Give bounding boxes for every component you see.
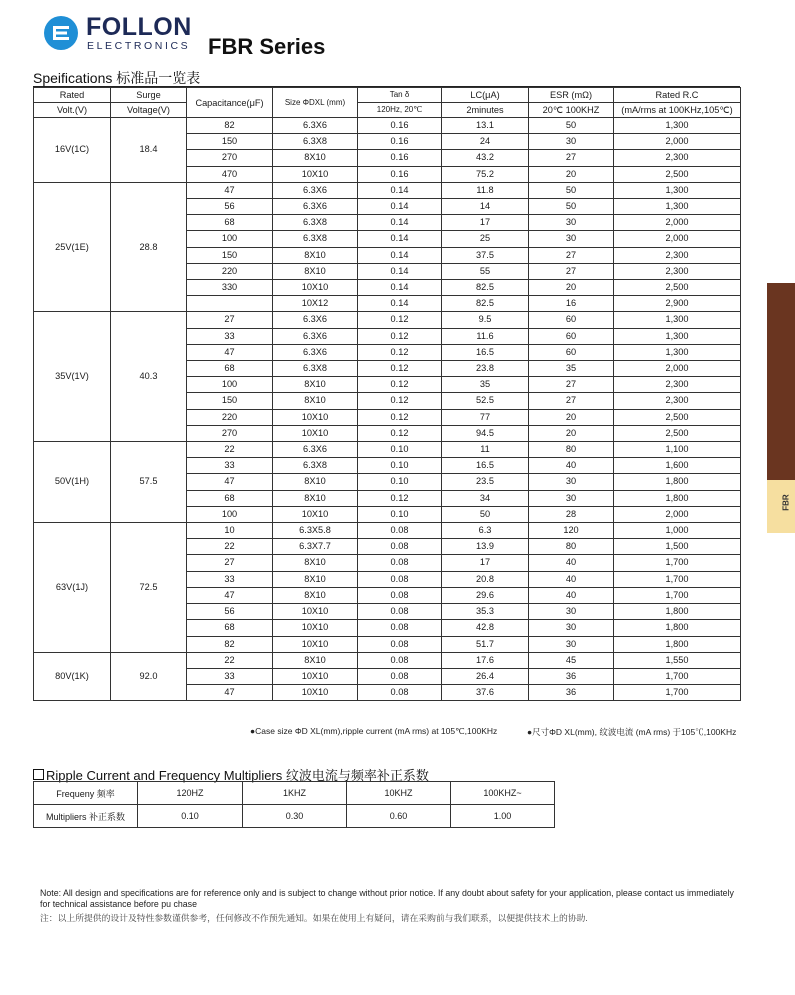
- size-cell: 6.3X8: [273, 215, 358, 231]
- rated-rc-cell: 1,300: [614, 118, 741, 134]
- size-cell: 8X10: [273, 490, 358, 506]
- esr-cell: 36: [529, 685, 614, 701]
- rated-rc-cell: 2,300: [614, 247, 741, 263]
- capacitance-cell: 56: [187, 604, 273, 620]
- lc-cell: 17: [442, 215, 529, 231]
- capacitance-cell: 220: [187, 263, 273, 279]
- table-row: [34, 182, 741, 198]
- tan-cell: 0.14: [358, 247, 442, 263]
- size-cell: 6.3X6: [273, 312, 358, 328]
- esr-cell: 40: [529, 571, 614, 587]
- rated-rc-cell: 1,300: [614, 199, 741, 215]
- tan-cell: 0.14: [358, 280, 442, 296]
- tan-cell: 0.08: [358, 539, 442, 555]
- ripple-title-text: Ripple Current and Frequency Multipliers 纹波电流与频率补正系数: [46, 768, 429, 783]
- size-cell: 10X10: [273, 685, 358, 701]
- tan-cell: 0.16: [358, 150, 442, 166]
- size-cell: 8X10: [273, 393, 358, 409]
- rated-volt-cell: 80V(1K): [34, 652, 111, 701]
- capacitance-cell: 82: [187, 636, 273, 652]
- rated-rc-cell: 1,300: [614, 312, 741, 328]
- ripple-cell: Frequeny 频率: [34, 782, 138, 805]
- tan-cell: 0.08: [358, 523, 442, 539]
- lc-cell: 50: [442, 506, 529, 522]
- surge-voltage-cell: 72.5: [111, 523, 187, 653]
- lc-cell: 94.5: [442, 425, 529, 441]
- size-cell: 8X10: [273, 150, 358, 166]
- header-tan: Tan δ: [358, 88, 442, 103]
- esr-cell: 80: [529, 539, 614, 555]
- lc-cell: 26.4: [442, 668, 529, 684]
- rated-rc-cell: 1,700: [614, 571, 741, 587]
- lc-cell: 16.5: [442, 458, 529, 474]
- size-cell: 8X10: [273, 571, 358, 587]
- capacitance-cell: 47: [187, 474, 273, 490]
- header-volt: Volt.(V): [34, 103, 111, 118]
- tan-cell: 0.14: [358, 199, 442, 215]
- surge-voltage-cell: 18.4: [111, 118, 187, 183]
- header-voltage: Voltage(V): [111, 103, 187, 118]
- rated-rc-cell: 1,500: [614, 539, 741, 555]
- checkbox-square-icon: [33, 769, 44, 780]
- size-cell: 8X10: [273, 263, 358, 279]
- rated-rc-cell: 1,600: [614, 458, 741, 474]
- rated-rc-cell: 1,300: [614, 182, 741, 198]
- rated-rc-cell: 2,500: [614, 166, 741, 182]
- side-tab-brown: [767, 283, 795, 480]
- esr-cell: 27: [529, 247, 614, 263]
- size-cell: 6.3X6: [273, 344, 358, 360]
- esr-cell: 60: [529, 328, 614, 344]
- tan-cell: 0.08: [358, 652, 442, 668]
- header-ratedrc-sub: (mA/rms at 100KHz,105℃): [614, 103, 741, 118]
- rated-rc-cell: 2,300: [614, 263, 741, 279]
- rated-rc-cell: 1,700: [614, 587, 741, 603]
- rated-rc-cell: 1,300: [614, 344, 741, 360]
- lc-cell: 9.5: [442, 312, 529, 328]
- esr-cell: 28: [529, 506, 614, 522]
- esr-cell: 30: [529, 134, 614, 150]
- lc-cell: 17.6: [442, 652, 529, 668]
- lc-cell: 82.5: [442, 296, 529, 312]
- tan-cell: 0.08: [358, 571, 442, 587]
- rated-rc-cell: 1,000: [614, 523, 741, 539]
- header-lc-sub: 2minutes: [442, 103, 529, 118]
- tan-cell: 0.12: [358, 409, 442, 425]
- lc-cell: 20.8: [442, 571, 529, 587]
- lc-cell: 51.7: [442, 636, 529, 652]
- lc-cell: 23.5: [442, 474, 529, 490]
- capacitance-cell: 150: [187, 134, 273, 150]
- ripple-cell: 1.00: [451, 805, 555, 828]
- lc-cell: 17: [442, 555, 529, 571]
- ripple-cell: Multipliers 补正系数: [34, 805, 138, 828]
- size-cell: 10X10: [273, 166, 358, 182]
- rated-rc-cell: 2,500: [614, 425, 741, 441]
- rated-rc-cell: 2,000: [614, 506, 741, 522]
- lc-cell: 82.5: [442, 280, 529, 296]
- lc-cell: 37.5: [442, 247, 529, 263]
- capacitance-cell: 100: [187, 506, 273, 522]
- size-cell: 10X10: [273, 620, 358, 636]
- capacitance-cell: 22: [187, 539, 273, 555]
- tan-cell: 0.08: [358, 668, 442, 684]
- size-cell: 10X10: [273, 668, 358, 684]
- capacitance-cell: [187, 296, 273, 312]
- lc-cell: 43.2: [442, 150, 529, 166]
- ripple-table: [33, 781, 555, 828]
- header-size: Size ΦDXL (mm): [273, 88, 358, 118]
- capacitance-cell: 22: [187, 442, 273, 458]
- lc-cell: 75.2: [442, 166, 529, 182]
- esr-cell: 40: [529, 587, 614, 603]
- header-esr-sub: 20℃ 100KHZ: [529, 103, 614, 118]
- header-esr: ESR (mΩ): [529, 88, 614, 103]
- rated-rc-cell: 2,500: [614, 280, 741, 296]
- tan-cell: 0.08: [358, 620, 442, 636]
- capacitance-cell: 47: [187, 685, 273, 701]
- size-cell: 10X12: [273, 296, 358, 312]
- capacitance-cell: 82: [187, 118, 273, 134]
- tan-cell: 0.14: [358, 182, 442, 198]
- spec-table: [33, 87, 741, 701]
- case-note-cn: ●尺寸ΦD XL(mm), 纹波电流 (mA rms) 于105℃,100KHz: [527, 727, 737, 737]
- lc-cell: 29.6: [442, 587, 529, 603]
- tan-cell: 0.12: [358, 361, 442, 377]
- case-note-en: ●Case size ΦD XL(mm),ripple current (mA rms) at 105℃,100KHz: [250, 726, 498, 736]
- lc-cell: 11.6: [442, 328, 529, 344]
- rated-rc-cell: 1,800: [614, 604, 741, 620]
- table-row: [34, 523, 741, 539]
- lc-cell: 16.5: [442, 344, 529, 360]
- size-cell: 8X10: [273, 555, 358, 571]
- tan-cell: 0.12: [358, 328, 442, 344]
- esr-cell: 30: [529, 636, 614, 652]
- header-capacitance: Capacitance(μF): [187, 88, 273, 118]
- esr-cell: 50: [529, 118, 614, 134]
- lc-cell: 55: [442, 263, 529, 279]
- capacitance-cell: 33: [187, 571, 273, 587]
- esr-cell: 45: [529, 652, 614, 668]
- capacitance-cell: 27: [187, 555, 273, 571]
- size-cell: 6.3X6: [273, 182, 358, 198]
- capacitance-cell: 470: [187, 166, 273, 182]
- tan-cell: 0.10: [358, 458, 442, 474]
- esr-cell: 50: [529, 182, 614, 198]
- rated-rc-cell: 1,700: [614, 555, 741, 571]
- rated-volt-cell: 35V(1V): [34, 312, 111, 442]
- tan-cell: 0.08: [358, 685, 442, 701]
- size-cell: 10X10: [273, 636, 358, 652]
- tan-cell: 0.12: [358, 312, 442, 328]
- ripple-cell: 1KHZ: [243, 782, 347, 805]
- rated-rc-cell: 2,300: [614, 393, 741, 409]
- capacitance-cell: 150: [187, 247, 273, 263]
- size-cell: 10X10: [273, 280, 358, 296]
- rated-rc-cell: 2,300: [614, 150, 741, 166]
- tan-cell: 0.16: [358, 118, 442, 134]
- lc-cell: 24: [442, 134, 529, 150]
- header-lc: LC(μA): [442, 88, 529, 103]
- lc-cell: 42.8: [442, 620, 529, 636]
- ripple-cell: 120HZ: [138, 782, 243, 805]
- tan-cell: 0.08: [358, 555, 442, 571]
- capacitance-cell: 27: [187, 312, 273, 328]
- surge-voltage-cell: 57.5: [111, 442, 187, 523]
- surge-voltage-cell: 92.0: [111, 652, 187, 701]
- tan-cell: 0.14: [358, 231, 442, 247]
- tan-cell: 0.12: [358, 344, 442, 360]
- capacitance-cell: 330: [187, 280, 273, 296]
- capacitance-cell: 22: [187, 652, 273, 668]
- capacitance-cell: 33: [187, 458, 273, 474]
- lc-cell: 35.3: [442, 604, 529, 620]
- size-cell: 6.3X6: [273, 118, 358, 134]
- size-cell: 6.3X8: [273, 134, 358, 150]
- rated-rc-cell: 2,000: [614, 215, 741, 231]
- rated-rc-cell: 2,300: [614, 377, 741, 393]
- rated-rc-cell: 1,100: [614, 442, 741, 458]
- ripple-cell: 0.10: [138, 805, 243, 828]
- tan-cell: 0.16: [358, 134, 442, 150]
- esr-cell: 60: [529, 344, 614, 360]
- size-cell: 8X10: [273, 377, 358, 393]
- capacitance-cell: 270: [187, 425, 273, 441]
- rated-volt-cell: 63V(1J): [34, 523, 111, 653]
- lc-cell: 23.8: [442, 361, 529, 377]
- esr-cell: 20: [529, 280, 614, 296]
- rated-rc-cell: 2,000: [614, 361, 741, 377]
- rated-rc-cell: 2,000: [614, 134, 741, 150]
- lc-cell: 6.3: [442, 523, 529, 539]
- tan-cell: 0.16: [358, 166, 442, 182]
- size-cell: 8X10: [273, 474, 358, 490]
- tan-cell: 0.14: [358, 296, 442, 312]
- capacitance-cell: 47: [187, 344, 273, 360]
- rated-rc-cell: 1,800: [614, 636, 741, 652]
- esr-cell: 30: [529, 474, 614, 490]
- table-row: [34, 442, 741, 458]
- esr-cell: 27: [529, 150, 614, 166]
- rated-volt-cell: 25V(1E): [34, 182, 111, 312]
- lc-cell: 52.5: [442, 393, 529, 409]
- lc-cell: 77: [442, 409, 529, 425]
- capacitance-cell: 47: [187, 587, 273, 603]
- esr-cell: 30: [529, 231, 614, 247]
- size-cell: 6.3X8: [273, 231, 358, 247]
- capacitance-cell: 68: [187, 215, 273, 231]
- capacitance-cell: 68: [187, 620, 273, 636]
- header-tan-sub: 120Hz, 20℃: [358, 103, 442, 118]
- lc-cell: 11: [442, 442, 529, 458]
- header-ratedrc: Rated R.C: [614, 88, 741, 103]
- rated-rc-cell: 1,550: [614, 652, 741, 668]
- tan-cell: 0.12: [358, 393, 442, 409]
- brand-name: FOLLON: [86, 13, 192, 41]
- footnote-english: Note: All design and specifications are for reference only and is subject to change without prior notice. If any doubt about safety for your application, please contact us immediately for technical assistance before pu chase: [40, 888, 734, 909]
- size-cell: 10X10: [273, 604, 358, 620]
- tan-cell: 0.12: [358, 377, 442, 393]
- size-cell: 6.3X7.7: [273, 539, 358, 555]
- rated-rc-cell: 1,700: [614, 685, 741, 701]
- tan-cell: 0.12: [358, 490, 442, 506]
- capacitance-cell: 33: [187, 668, 273, 684]
- size-cell: 10X10: [273, 506, 358, 522]
- size-cell: 6.3X8: [273, 361, 358, 377]
- capacitance-cell: 10: [187, 523, 273, 539]
- esr-cell: 36: [529, 668, 614, 684]
- size-cell: 8X10: [273, 587, 358, 603]
- spec-title: Speifications 标准品一览表: [33, 70, 201, 86]
- esr-cell: 16: [529, 296, 614, 312]
- series-title: FBR Series: [208, 34, 326, 59]
- rated-volt-cell: 16V(1C): [34, 118, 111, 183]
- capacitance-cell: 100: [187, 377, 273, 393]
- tan-cell: 0.10: [358, 442, 442, 458]
- lc-cell: 11.8: [442, 182, 529, 198]
- esr-cell: 35: [529, 361, 614, 377]
- capacitance-cell: 68: [187, 361, 273, 377]
- ripple-cell: 0.60: [347, 805, 451, 828]
- esr-cell: 30: [529, 490, 614, 506]
- esr-cell: 40: [529, 458, 614, 474]
- esr-cell: 80: [529, 442, 614, 458]
- rated-rc-cell: 2,500: [614, 409, 741, 425]
- header-rated: Rated: [34, 88, 111, 103]
- esr-cell: 20: [529, 166, 614, 182]
- capacitance-cell: 220: [187, 409, 273, 425]
- capacitance-cell: 150: [187, 393, 273, 409]
- esr-cell: 40: [529, 555, 614, 571]
- rated-rc-cell: 1,800: [614, 490, 741, 506]
- lc-cell: 13.1: [442, 118, 529, 134]
- size-cell: 6.3X6: [273, 328, 358, 344]
- tan-cell: 0.14: [358, 263, 442, 279]
- size-cell: 10X10: [273, 409, 358, 425]
- lc-cell: 13.9: [442, 539, 529, 555]
- lc-cell: 14: [442, 199, 529, 215]
- lc-cell: 37.6: [442, 685, 529, 701]
- ripple-cell: 100KHZ~: [451, 782, 555, 805]
- tan-cell: 0.08: [358, 604, 442, 620]
- surge-voltage-cell: 28.8: [111, 182, 187, 312]
- lc-cell: 25: [442, 231, 529, 247]
- capacitance-cell: 100: [187, 231, 273, 247]
- brand-subtitle: ELECTRONICS: [87, 40, 191, 52]
- lc-cell: 34: [442, 490, 529, 506]
- capacitance-cell: 56: [187, 199, 273, 215]
- tan-cell: 0.10: [358, 474, 442, 490]
- rated-rc-cell: 1,700: [614, 668, 741, 684]
- side-tab-label: FBR: [781, 494, 791, 511]
- esr-cell: 120: [529, 523, 614, 539]
- surge-voltage-cell: 40.3: [111, 312, 187, 442]
- brand-logo-icon: [52, 24, 70, 42]
- esr-cell: 30: [529, 604, 614, 620]
- size-cell: 6.3X6: [273, 442, 358, 458]
- header-surge: Surge: [111, 88, 187, 103]
- ripple-row-multipliers: [34, 805, 555, 828]
- rated-rc-cell: 1,800: [614, 620, 741, 636]
- esr-cell: 20: [529, 425, 614, 441]
- esr-cell: 50: [529, 199, 614, 215]
- esr-cell: 27: [529, 393, 614, 409]
- table-row: [34, 652, 741, 668]
- esr-cell: 30: [529, 215, 614, 231]
- size-cell: 6.3X6: [273, 199, 358, 215]
- size-cell: 8X10: [273, 652, 358, 668]
- rated-rc-cell: 2,900: [614, 296, 741, 312]
- size-cell: 8X10: [273, 247, 358, 263]
- capacitance-cell: 47: [187, 182, 273, 198]
- tan-cell: 0.08: [358, 636, 442, 652]
- ripple-cell: 0.30: [243, 805, 347, 828]
- rated-volt-cell: 50V(1H): [34, 442, 111, 523]
- ripple-row-frequency: [34, 782, 555, 805]
- esr-cell: 27: [529, 263, 614, 279]
- capacitance-cell: 68: [187, 490, 273, 506]
- capacitance-cell: 33: [187, 328, 273, 344]
- table-row: [34, 118, 741, 134]
- rated-rc-cell: 2,000: [614, 231, 741, 247]
- size-cell: 6.3X8: [273, 458, 358, 474]
- tan-cell: 0.10: [358, 506, 442, 522]
- esr-cell: 27: [529, 377, 614, 393]
- rated-rc-cell: 1,800: [614, 474, 741, 490]
- footnote-chinese: 注：以上所提供的设计及特性参数谨供参考，任何修改不作预先通知。如果在使用上有疑问，请在采购前与我们联系，以便提供技术上的协助.: [40, 913, 588, 923]
- size-cell: 6.3X5.8: [273, 523, 358, 539]
- rated-rc-cell: 1,300: [614, 328, 741, 344]
- ripple-cell: 10KHZ: [347, 782, 451, 805]
- tan-cell: 0.14: [358, 215, 442, 231]
- tan-cell: 0.08: [358, 587, 442, 603]
- tan-cell: 0.12: [358, 425, 442, 441]
- esr-cell: 60: [529, 312, 614, 328]
- capacitance-cell: 270: [187, 150, 273, 166]
- size-cell: 10X10: [273, 425, 358, 441]
- lc-cell: 35: [442, 377, 529, 393]
- esr-cell: 30: [529, 620, 614, 636]
- esr-cell: 20: [529, 409, 614, 425]
- table-row: [34, 312, 741, 328]
